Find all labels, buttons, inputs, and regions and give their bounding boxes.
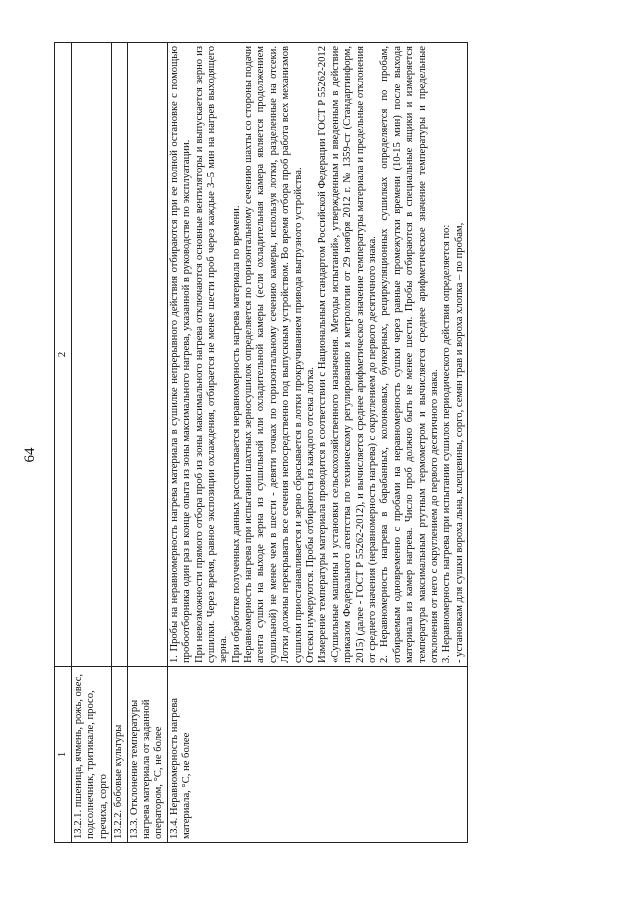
paragraph: Измерение температуры материала проводится в соответствии с Национальным стандартом Российской Федерации ГОСТ Р 55262-2012 «Сушильные машины и установки сельскохозяйственного назначения. Методы испытаний», утвержденным и введенным в действие приказом Федерального агентства по техническому регулированию и метрологии от 29 ноября 2012 г. № 1359-ст (Стандартинформ, 2015) (далее - ГОСТ Р 55262-2012), и вычисляется среднее арифметическое значение температуры материала и предельные отклонения от среднего значения (неравномерность нагрева) с округлением до первого десятичного знака. [317,46,378,663]
table-row [112,43,127,843]
page-number: 64 [22,447,38,463]
table-row [167,43,467,843]
paragraph: 1. Пробы на неравномерность нагрева материала в сушилке непрерывного действия отбираются при ее полной остановке с помощью пробоотборника один раз в конце опыта из зоны максимального нагрева, указанной в руководстве по эксплуатации. [168,46,193,663]
left-item: 13.4. Неравномерность нагрева материала, °С, не более [168,698,193,839]
table-cell [72,43,112,667]
table-cell [127,43,167,667]
table-row [127,43,167,843]
table-row [72,43,112,843]
table-header-row [55,43,72,843]
requirements-table [54,42,468,843]
table-cell [112,43,127,667]
left-item: 13.2.1. пшеница, ячмень, рожь, овес, подсолнечник, тритикале, просо, гречиха, сорго [73,673,109,839]
left-item: 13.2.2. бобовые культуры [113,724,125,839]
table-cell [112,667,127,843]
paragraph: Неравномерность нагрева при испытании шахтных зерносушилок определяется по горизонтальному сечению шахты со стороны подачи агента сушки на выходе зерна из сушильной или охладительной камеры (если охладительная камера является продолжением сушильной) не менее чем в шести - девяти точках по горизонтальному сечению камеры, используя лотки, разделенные на отсеки. Лотки должны перекрывать все сечения непосредственно под выпускным устройством. Во время отбора проб работа всех механизмов сушилки приостанавливается и зерно сбрасывается в лотки прокручиванием привода выгрузного устройства. [243,46,304,663]
paragraph: Отсеки нумеруются. Пробы отбираются из каждого отсека лотка. [305,367,317,663]
paragraph: При невозможности прямого отбора проб из зоны максимального нагрева отключаются основные вентиляторы и выпускается зерно из сушилки. Через время, равное экспозиции охлаждения, отбирается не менее шести проб через каждые 3–5 мин на нагрев выходящего зерна. [193,46,230,663]
left-item: 13.3. Отклонение температуры нагрева материала от заданной оператором, °С, не более [128,699,165,839]
paragraph: - установкам для сушки вороха льна, клещевины, сорго, семян трав и вороха хлопка – по пробам, [453,222,465,663]
method-description-cell [167,43,467,667]
paragraph: 3. Неравномерность нагрева при испытании сушилок периодического действия определяется по: [441,224,453,663]
column-header-1: 1 [55,667,72,843]
paragraph: При обработке полученных данных рассчитывается неравномерность нагрева материала по времени. [230,205,242,663]
table-cell [127,667,167,843]
column-header-2: 2 [55,43,72,667]
table-cell [72,667,112,843]
paragraph: 2. Неравномерность нагрева в барабанных, колонковых, бункерных, рециркуляционных сушилках определяется по пробам, отбираемым одновременно с пробами на неравномерность сушки через равные промежутки времени (10-15 мин) после выхода материала из камер нагрева. Число проб должно быть не менее шести. Пробы отбираются в специальные ящики и измеряется температура максимальным ртутным термометром и вычисляется среднее арифметическое значение температуры и предельные отклонения от него с округлением до первого десятичного знака. [379,46,440,663]
table-cell [167,667,467,843]
